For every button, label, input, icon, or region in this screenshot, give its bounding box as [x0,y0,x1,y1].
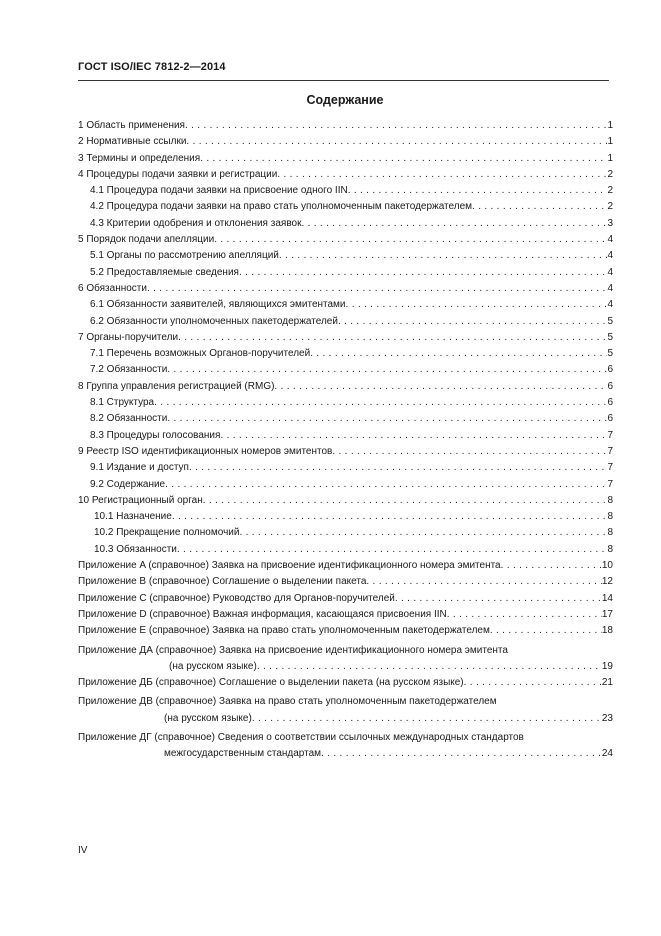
toc-entry-label: 8 Группа управления регистрацией (RMG) [78,380,275,392]
leader-dots [189,460,607,476]
leader-dots [239,265,607,281]
toc-entry[interactable] [78,199,613,215]
toc-entry[interactable] [78,623,613,639]
toc-entry[interactable] [78,558,613,574]
toc-entry-label: межгосударственным стандартам [164,748,322,760]
leader-dots [172,509,608,525]
toc-entry-page: 7 [607,478,613,490]
toc-entry-label: 6 Обязанности [78,282,147,294]
toc-entry-label: Приложение B (справочное) Соглашение о выделении пакета [78,576,367,588]
toc-entry[interactable] [78,591,613,607]
leader-dots [203,493,608,509]
leader-dots [147,281,607,297]
toc-entry-page: 17 [601,608,613,620]
toc-entry-label: 4.2 Процедура подачи заявки на право стать уполномоченным пакетодержателем [90,201,473,213]
toc-entry-label: 3 Термины и определения [78,152,201,164]
toc-entry[interactable] [78,330,613,346]
toc-entry-page: 6 [607,397,613,409]
toc-entry[interactable] [78,216,613,232]
toc-entry-page: 2 [607,185,613,197]
toc-entry-label: 10 Регистрационный орган [78,494,203,506]
toc-entry-page: 1 [607,136,613,148]
toc-entry-label: 8.2 Обязанности [90,413,168,425]
toc-entry[interactable] [78,525,613,541]
toc-entry[interactable] [78,346,613,362]
toc-entry[interactable] [78,607,613,623]
toc-entry-page: 7 [607,429,613,441]
toc-entry[interactable] [78,493,613,509]
toc-entry-label: 10.1 Назначение [94,511,172,523]
leader-dots [200,151,607,167]
leader-dots [346,297,608,313]
toc-entry-label: 9 Реестр ISO идентификационных номеров эмитентов [78,445,333,457]
toc-list [78,118,613,640]
toc-entry-label: 7.1 Перечень возможных Органов-поручителей [90,348,311,360]
toc-entry[interactable] [78,118,613,134]
toc-entry-label: (на русском языке) [169,660,257,672]
leader-dots [239,525,607,541]
toc-entry-page: 8 [607,511,613,523]
toc-entry[interactable] [78,411,613,427]
toc-entry-page: 5 [607,331,613,343]
toc-entry-page: 4 [607,250,613,262]
page-title: Содержание [306,93,384,107]
toc-entry[interactable] [78,167,613,183]
toc-entry[interactable] [78,395,613,411]
toc-entry-page: 8 [607,494,613,506]
leader-dots [185,118,607,134]
leader-dots [348,183,608,199]
toc-entry-label: 8.1 Структура [90,397,155,409]
toc-entry[interactable] [78,362,613,378]
toc-entry-page: 1 [607,120,613,131]
toc-entry[interactable] [78,265,613,281]
leader-dots [332,444,607,460]
toc-entry-label: Приложение E (справочное) Заявка на право стать уполномоченным пакетодержателем [78,625,490,637]
toc-entry[interactable] [78,477,613,493]
leader-dots [321,746,602,762]
toc-entry-page: 18 [601,625,613,637]
toc-entry-label: 7.2 Обязанности [90,364,168,376]
leader-dots [177,542,608,558]
toc-entry-label: Приложение ДГ (справочное) Сведения о соответствии ссылочных международных стандартов [78,731,524,743]
toc-entry-page: 4 [607,234,613,246]
toc-entry-page: 21 [601,677,613,689]
toc-entry[interactable] [78,281,613,297]
toc-entry-appendix-db[interactable] [78,675,613,691]
leader-dots [252,711,602,727]
toc-entry-page: 6 [607,364,613,376]
toc-entry[interactable] [78,248,613,264]
toc-entry-page: 12 [601,576,613,588]
toc-entry-page: 19 [601,660,613,672]
toc-entry-page: 3 [607,217,613,229]
toc-entry-label: Приложение ДБ (справочное) Соглашение о выделении пакета (на русском языке) [78,677,464,689]
toc-entry-page: 8 [607,527,613,539]
leader-dots [301,216,607,232]
toc-entry-page: 2 [607,168,613,180]
toc-entry[interactable] [78,379,613,395]
toc-entry-label: (на русском языке) [164,712,252,724]
toc-entry-label: 4 Процедуры подачи заявки и регистрации [78,168,278,180]
toc-entry-label: 5.2 Предоставляемые сведения [90,266,239,278]
toc-entry-appendix-dv[interactable] [78,694,613,727]
toc-entry[interactable] [78,509,613,525]
toc-entry-page: 6 [607,413,613,425]
toc-entry-appendix-dg[interactable] [78,730,613,763]
toc-entry-page: 8 [607,543,613,555]
toc-entry-label: Приложение ДВ (справочное) Заявка на право стать уполномоченным пакетодержателем [78,696,497,708]
toc-entry-label: Приложение A (справочное) Заявка на присвоение идентификационного номера эмитента [78,560,501,572]
leader-dots [472,199,607,215]
table-of-contents [78,118,613,763]
leader-dots [464,675,602,691]
document-code-header: ГОСТ ISO/IEC 7812-2—2014 [78,61,226,73]
leader-dots [447,607,602,623]
toc-entry[interactable] [78,232,613,248]
toc-entry-page: 24 [601,748,613,760]
leader-dots [274,379,607,395]
leader-dots [501,558,602,574]
toc-entry-label: 6.2 Обязанности уполномоченных пакетодержателей [90,315,338,327]
toc-entry-label: 5.1 Органы по рассмотрению апелляций [90,250,279,262]
toc-entry-label: 9.2 Содержание [90,478,166,490]
toc-entry-label: Приложение D (справочное) Важная информация, касающаяся присвоения IIN [78,608,447,620]
toc-entry[interactable] [78,444,613,460]
leader-dots [154,395,607,411]
toc-entry[interactable] [78,314,613,330]
toc-entry-page: 4 [607,282,613,294]
toc-entry-page: 5 [607,315,613,327]
toc-entry[interactable] [78,460,613,476]
toc-entry-label: 1 Область применения [78,120,185,131]
toc-entry-label: 10.3 Обязанности [94,543,177,555]
toc-entry-page: 4 [607,266,613,278]
leader-dots [490,623,602,639]
toc-entry-page: 1 [607,152,613,164]
leader-dots [279,248,608,264]
toc-entry[interactable] [78,542,613,558]
toc-entry-appendix-da[interactable] [78,643,613,676]
leader-dots [277,167,607,183]
toc-entry[interactable] [78,297,613,313]
page-number-footer: IV [78,845,88,856]
leader-dots [186,134,607,150]
leader-dots [257,659,602,675]
toc-entry-label: 4.3 Критерии одобрения и отклонения заявок [90,217,302,229]
toc-entry-page: 5 [607,348,613,360]
leader-dots [165,477,607,493]
toc-entry-page: 7 [607,462,613,474]
toc-entry[interactable] [78,134,613,150]
toc-entry-label: 8.3 Процедуры голосования [90,429,221,441]
leader-dots [366,574,601,590]
leader-dots [178,330,607,346]
toc-entry-page: 2 [607,201,613,213]
toc-entry-page: 4 [607,299,613,311]
toc-entry[interactable] [78,183,613,199]
leader-dots [167,411,607,427]
toc-entry[interactable] [78,151,613,167]
toc-entry-label: 4.1 Процедура подачи заявки на присвоение одного IIN [90,185,348,197]
toc-entry-page: 10 [601,560,613,572]
toc-entry-label: 2 Нормативные ссылки [78,136,187,148]
toc-entry-page: 23 [601,712,613,724]
toc-entry-label: Приложение ДА (справочное) Заявка на присвоение идентификационного номера эмитента [78,644,508,656]
header-rule [78,80,609,81]
leader-dots [395,591,602,607]
toc-entry-label: 5 Порядок подачи апелляции [78,234,215,246]
leader-dots [214,232,607,248]
toc-entry-label: 9.1 Издание и доступ [90,462,189,474]
leader-dots [310,346,607,362]
toc-entry-label: 10.2 Прекращение полномочий [94,527,240,539]
toc-entry[interactable] [78,574,613,590]
toc-entry[interactable] [78,428,613,444]
leader-dots [338,314,608,330]
toc-entry-page: 14 [601,592,613,604]
leader-dots [220,428,607,444]
toc-entry-label: 6.1 Обязанности заявителей, являющихся эмитентами [90,299,346,311]
leader-dots [167,362,607,378]
toc-entry-label: Приложение C (справочное) Руководство для Органов-поручителей [78,592,395,604]
toc-entry-page: 7 [607,445,613,457]
toc-entry-label: 7 Органы-поручители [78,331,179,343]
toc-entry-page: 6 [607,380,613,392]
